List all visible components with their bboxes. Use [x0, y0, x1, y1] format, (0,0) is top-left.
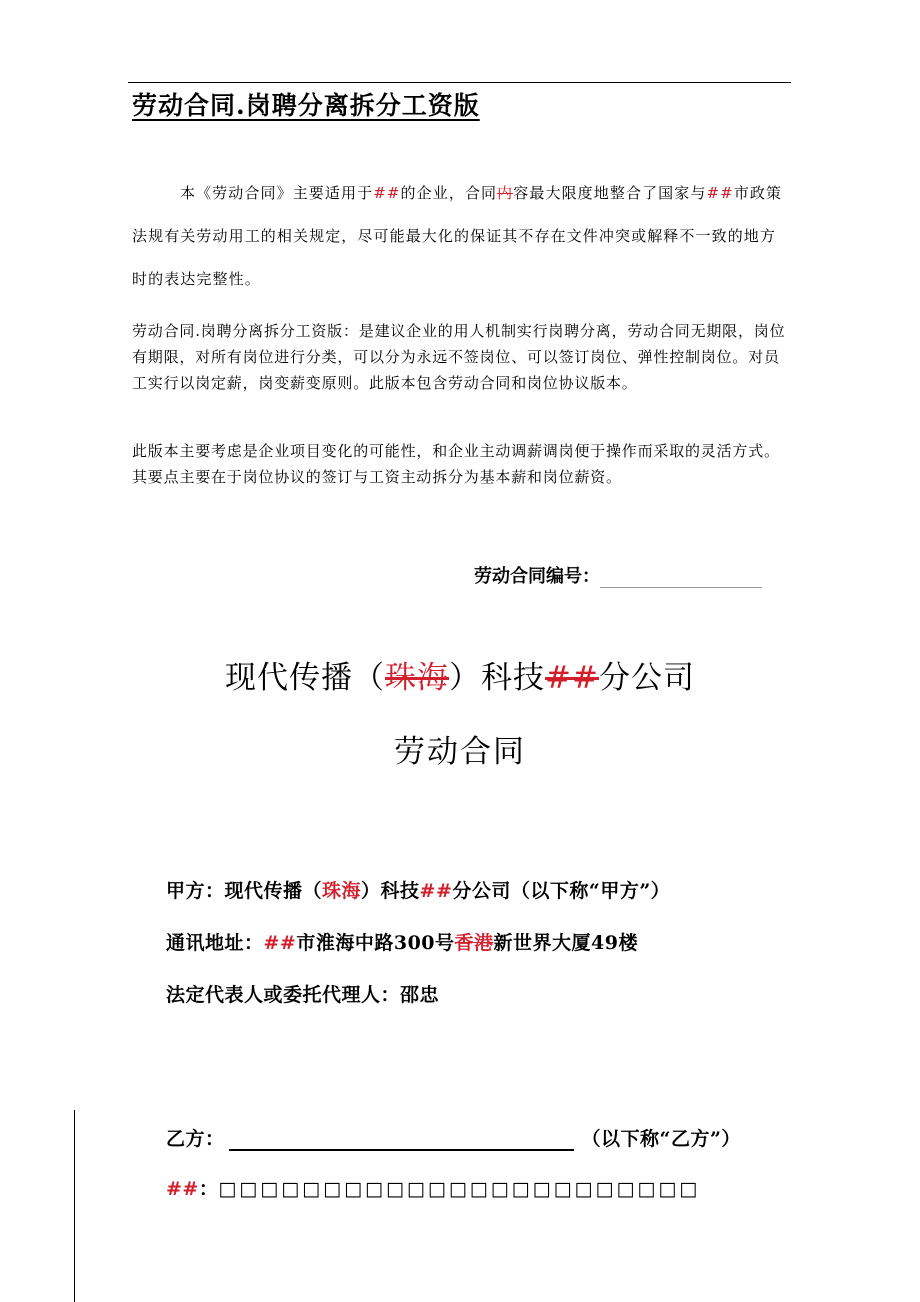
address-label: 通讯地址： [166, 932, 264, 954]
address-line [166, 928, 638, 955]
deleted-text: 内 [497, 184, 514, 202]
company-text-3: 分公司 [598, 660, 695, 696]
party-b-label: 乙方： [166, 1128, 225, 1150]
deleted-text: 香港 [454, 932, 494, 954]
party-b-line [166, 1124, 741, 1151]
deleted-text: 珠海 [385, 660, 450, 696]
contract-number-blank[interactable] [600, 565, 762, 588]
contract-number-field [474, 562, 762, 588]
address-text-1: 市淮海中路300号 [296, 932, 455, 954]
id-colon: ： [198, 1178, 219, 1200]
id-number-line [166, 1174, 700, 1201]
id-number-boxes[interactable]: □□□□□□□□□□□□□□□□□□□□□□□ [218, 1178, 701, 1200]
intro-text-3: 容最大限度地整合了国家与 [513, 184, 707, 202]
party-a-line [166, 876, 670, 903]
header-rule [128, 82, 791, 83]
placeholder-mark: ## [419, 880, 453, 902]
party-a-text-2: ）科技 [361, 880, 420, 902]
company-text-1: 现代传播（ [225, 660, 386, 696]
party-a-text-1: 甲方：现代传播（ [166, 880, 323, 902]
party-b-blank[interactable] [229, 1125, 574, 1151]
intro-text-4: 市政策法规有关劳动用工的相关规定，尽可能最大化的保证其不存在文件冲突或解释不一致的地方时的表达完整性。 [132, 184, 783, 288]
contract-number-label: 劳动合同编号： [474, 566, 600, 587]
description-paragraph-1: 劳动合同.岗聘分离拆分工资版：是建议企业的用人机制实行岗聘分离，劳动合同无期限，岗位有期限，对所有岗位进行分类，可以分为永远不签岗位、可以签订岗位、弹性控制岗位。对员工实行以岗定薪，岗变薪变原则。此版本包含劳动合同和岗位协议版本。 [132, 322, 786, 392]
margin-rule [74, 1110, 75, 1302]
placeholder-mark: ## [166, 1178, 199, 1200]
party-b-suffix: （以下称“乙方”） [581, 1128, 741, 1150]
replaced-text: 珠海 [322, 880, 362, 902]
document-title: 劳动合同.岗聘分离拆分工资版 [132, 91, 480, 120]
placeholder-mark: ## [706, 184, 734, 202]
representative-line: 法定代表人或委托代理人：邵忠 [166, 984, 440, 1006]
address-text-2: 新世界大厦49楼 [493, 932, 638, 954]
contract-heading: 劳动合同 [394, 734, 526, 770]
description-paragraph-2: 此版本主要考虑是企业项目变化的可能性，和企业主动调薪调岗便于操作而采取的灵活方式。其要点主要在于岗位协议的签订与工资主动拆分为基本薪和岗位薪资。 [132, 442, 780, 486]
deleted-mark: ## [545, 660, 599, 696]
intro-paragraph [132, 172, 792, 301]
intro-text-2: 的企业，合同 [400, 184, 498, 202]
placeholder-mark: ## [373, 184, 401, 202]
party-a-text-3: 分公司（以下称“甲方”） [452, 880, 671, 902]
placeholder-mark: ## [263, 932, 297, 954]
company-name [0, 652, 920, 697]
company-text-2: ）科技 [449, 660, 546, 696]
intro-text-1: 本《劳动合同》主要适用于 [180, 184, 374, 202]
